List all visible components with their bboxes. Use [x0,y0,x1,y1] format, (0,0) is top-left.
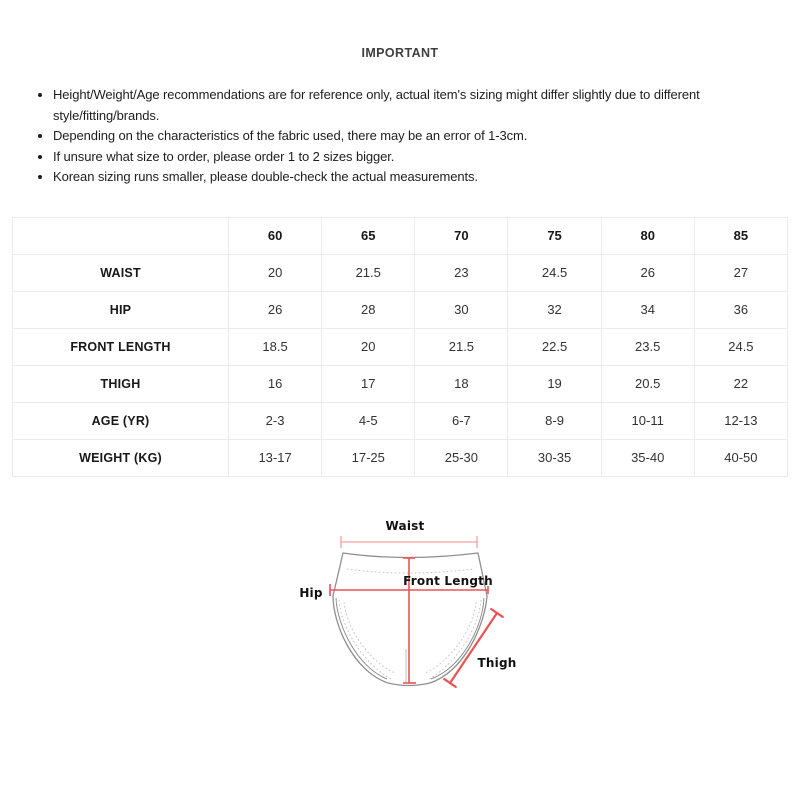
size-value: 17 [322,365,415,402]
size-column-header: 65 [322,217,415,254]
table-row-hip [13,291,788,328]
size-value: 34 [601,291,694,328]
size-column-header: 80 [601,217,694,254]
size-value: 36 [694,291,787,328]
size-value: 24.5 [508,254,601,291]
size-value: 23 [415,254,508,291]
table-row-waist [13,254,788,291]
size-value: 26 [601,254,694,291]
left-leg-stitch-line-2 [344,602,395,673]
size-value: 22.5 [508,328,601,365]
front-length-label: Front Length [403,573,493,588]
size-value: 20.5 [601,365,694,402]
size-value: 30 [415,291,508,328]
briefs-outline [333,553,487,686]
size-value: 21.5 [415,328,508,365]
size-value: 12-13 [694,402,787,439]
size-value: 10-11 [601,402,694,439]
size-chart-table [12,217,788,477]
size-value: 32 [508,291,601,328]
thigh-label: Thigh [477,655,517,670]
size-chart-corner-cell [13,217,229,254]
size-value: 16 [229,365,322,402]
thigh-measure-line [444,609,503,687]
size-value: 19 [508,365,601,402]
row-label: THIGH [13,365,229,402]
size-value: 20 [322,328,415,365]
size-value: 35-40 [601,439,694,476]
sizing-note: • Height/Weight/Age recommendations are for reference only, actual item's sizing might differ slightly due to different style/fitting/brands. [53,85,777,126]
sizing-notes-list [40,85,777,188]
sizing-note: • If unsure what size to order, please order 1 to 2 sizes bigger. [53,147,777,168]
row-label: WEIGHT (KG) [13,439,229,476]
waistband-stitch-line [347,569,474,573]
size-value: 22 [694,365,787,402]
size-column-header: 60 [229,217,322,254]
size-column-header: 75 [508,217,601,254]
size-value: 23.5 [601,328,694,365]
hip-label: Hip [299,585,323,600]
table-row-weight [13,439,788,476]
size-value: 20 [229,254,322,291]
size-value: 26 [229,291,322,328]
measurement-diagram [0,477,800,737]
briefs-measurement-illustration [275,499,555,729]
row-label: WAIST [13,254,229,291]
size-value: 4-5 [322,402,415,439]
size-column-header: 85 [694,217,787,254]
table-row-thigh [13,365,788,402]
size-value: 28 [322,291,415,328]
size-chart-header-row [13,217,788,254]
size-value: 18 [415,365,508,402]
size-value: 27 [694,254,787,291]
row-label: AGE (YR) [13,402,229,439]
size-value: 24.5 [694,328,787,365]
size-value: 40-50 [694,439,787,476]
size-value: 13-17 [229,439,322,476]
size-value: 2-3 [229,402,322,439]
left-leg-stitch-line [339,600,393,680]
sizing-note: • Depending on the characteristics of the fabric used, there may be an error of 1-3cm. [53,126,777,147]
row-label: FRONT LENGTH [13,328,229,365]
size-value: 17-25 [322,439,415,476]
right-leg-edge-line [431,598,484,679]
size-value: 6-7 [415,402,508,439]
size-value: 30-35 [508,439,601,476]
size-value: 18.5 [229,328,322,365]
table-row-age [13,402,788,439]
size-value: 21.5 [322,254,415,291]
row-label: HIP [13,291,229,328]
size-column-header: 70 [415,217,508,254]
sizing-note: • Korean sizing runs smaller, please double-check the actual measurements. [53,167,777,188]
waist-label: Waist [385,518,425,533]
page-title: IMPORTANT [361,46,439,60]
waist-measure-line [341,536,477,548]
size-value: 25-30 [415,439,508,476]
size-value: 8-9 [508,402,601,439]
right-leg-stitch-line-2 [425,602,476,673]
table-row-front-length [13,328,788,365]
